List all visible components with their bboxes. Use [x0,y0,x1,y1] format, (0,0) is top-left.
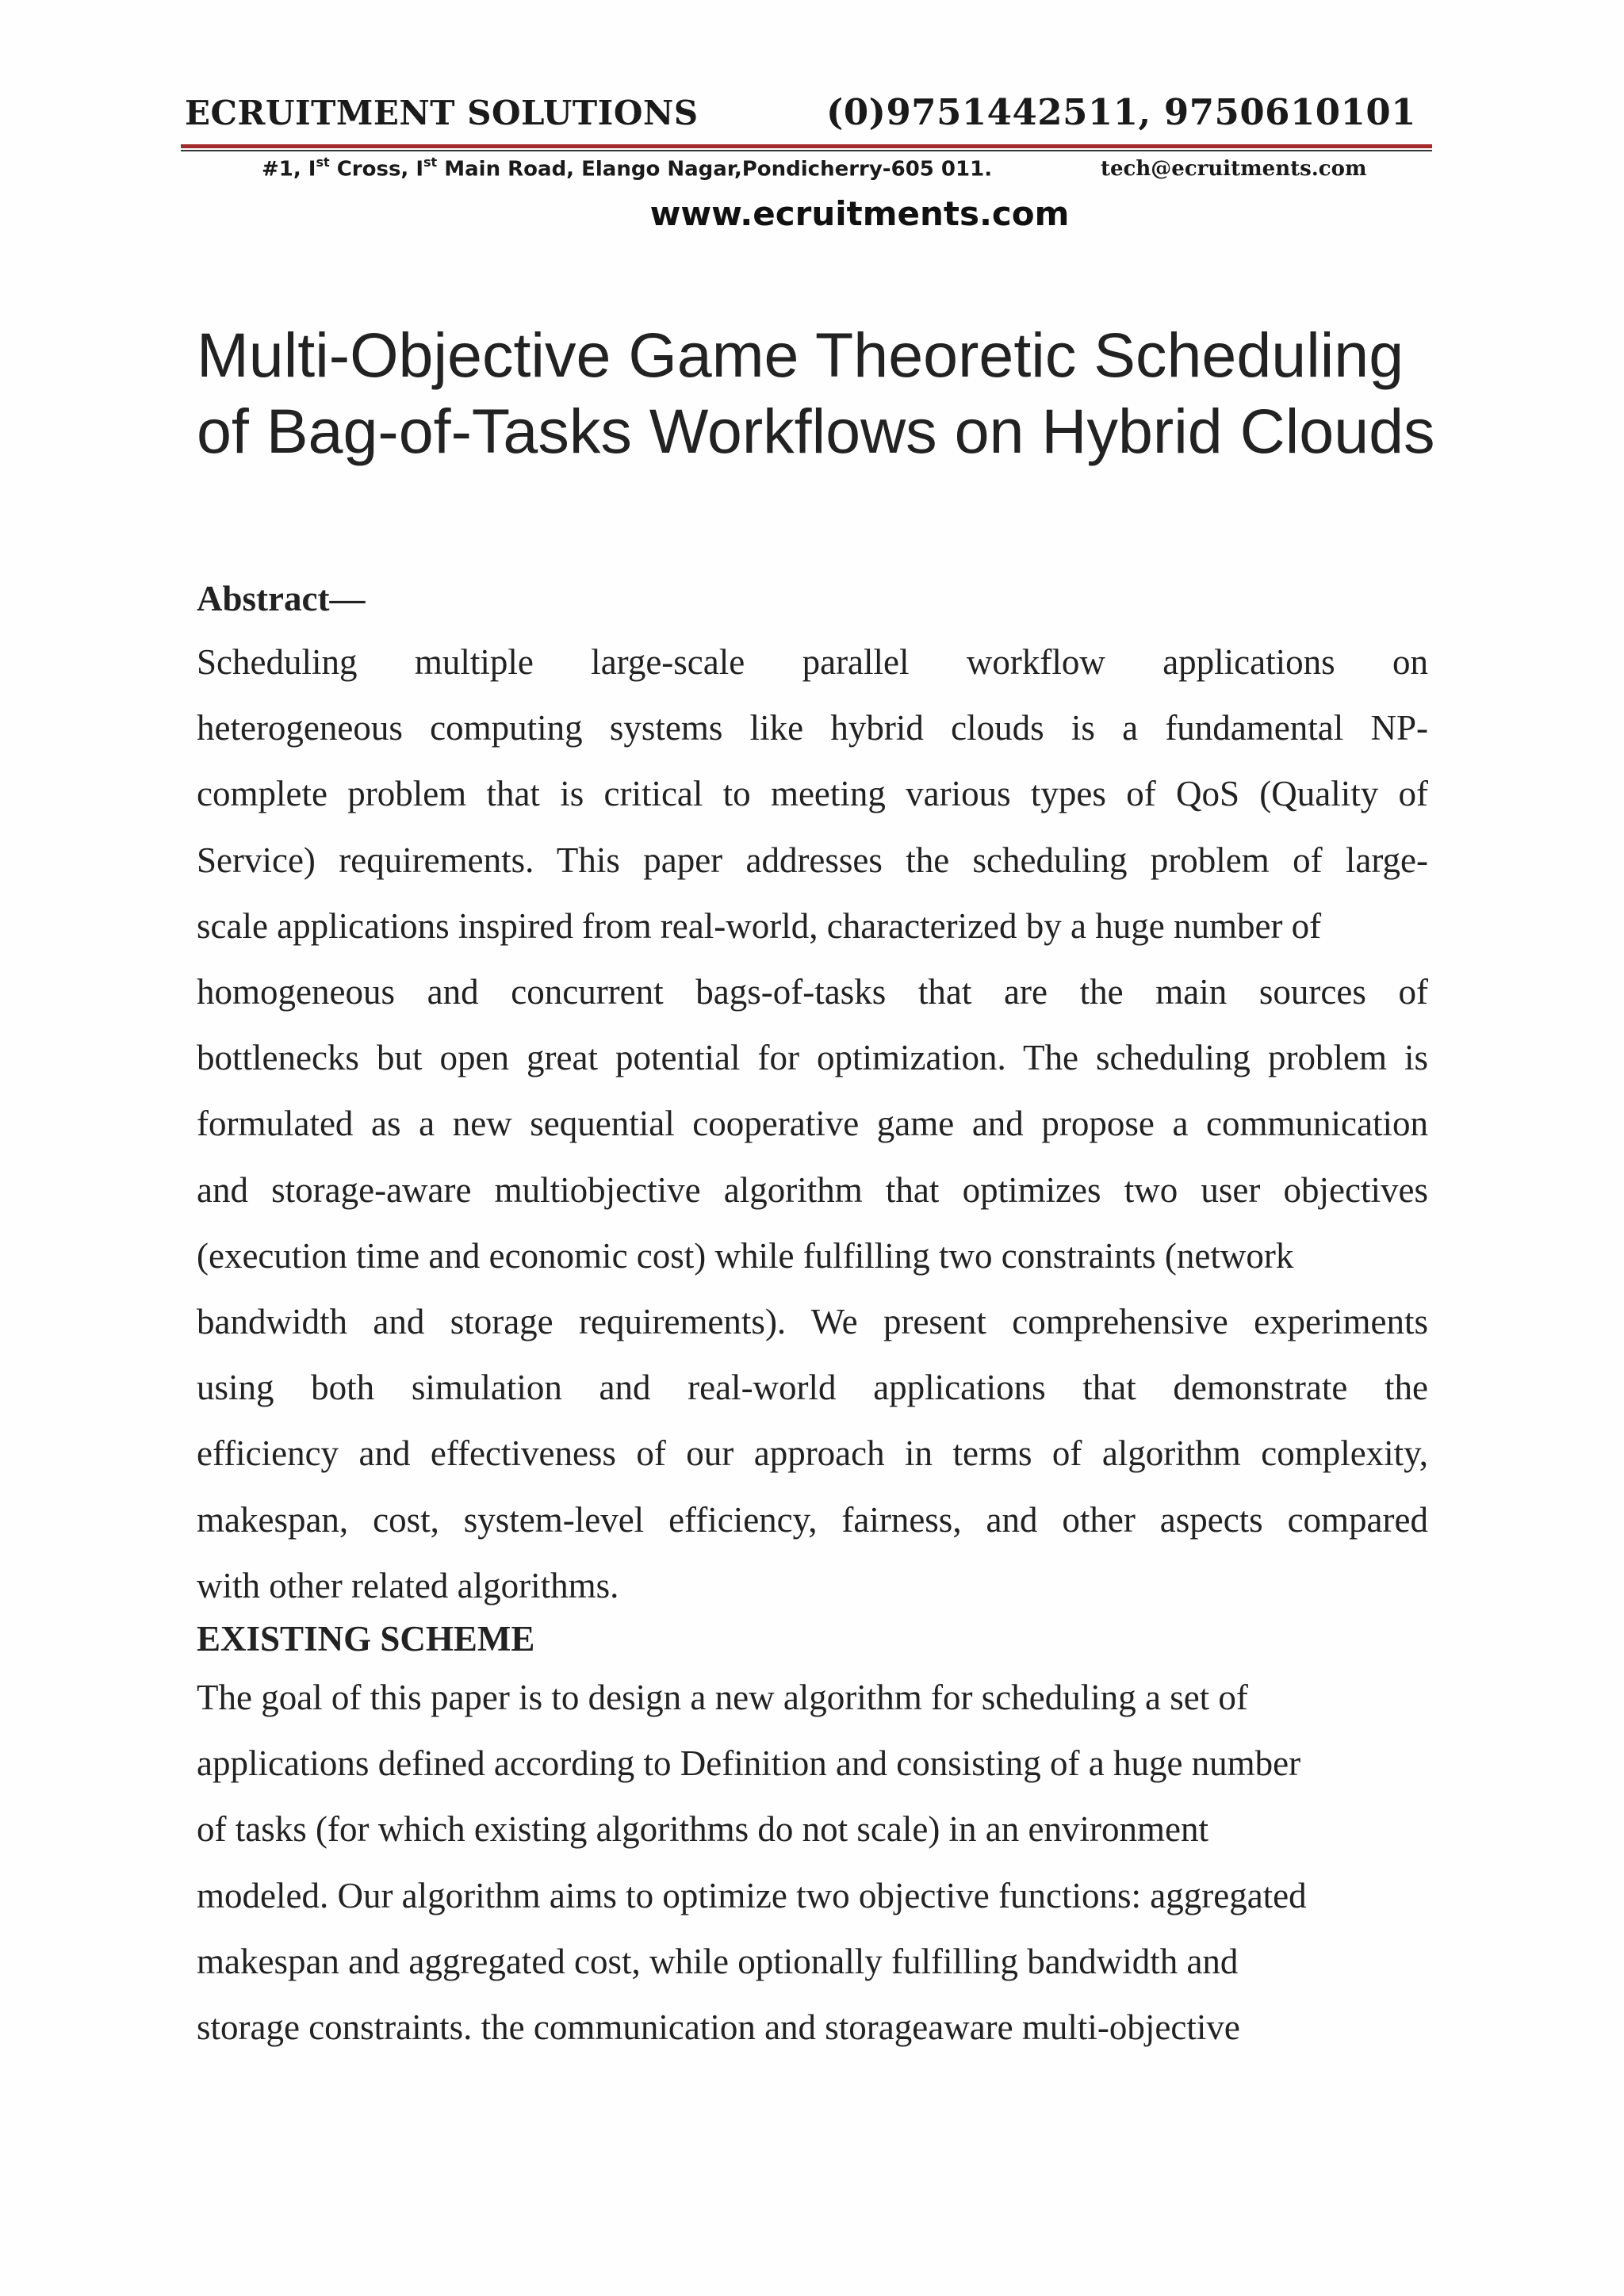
text-line: makespan, cost, system-level efficiency, fairness, and other aspects compared [197,1499,1428,1540]
text-line: complete problem that is critical to meeting various types of QoS (Quality of [197,774,1428,814]
address-superscript: st [423,155,438,170]
address-part: #1, I [262,157,316,182]
text-line: of tasks (for which existing algorithms do not scale) in an environment [197,1809,1208,1850]
text-line: applications defined according to Definition and consisting of a huge number [197,1743,1301,1784]
text-line: with other related algorithms. [197,1565,619,1605]
text-line: (execution time and economic cost) while fulfilling two constraints (network [197,1235,1294,1276]
address-part: Cross, I [329,157,424,182]
letterhead-address [262,156,992,182]
letterhead-website: www.ecruitments.com [649,194,1070,233]
letterhead-phone: (0)9751442511, 9750610101 [826,91,1416,133]
text-line: Scheduling multiple large-scale parallel workflow applications on [197,642,1428,682]
text-line: and storage-aware multiobjective algorithm that optimizes two user objectives [197,1169,1428,1210]
text-line: using both simulation and real-world applications that demonstrate the [197,1368,1428,1408]
letterhead-red-rule [181,144,1432,148]
letterhead-email: tech@ecruitments.com [1101,157,1367,181]
text-line: heterogeneous computing systems like hybrid clouds is a fundamental NP- [197,708,1428,748]
text-line: bandwidth and storage requirements). We present comprehensive experiments [197,1302,1428,1342]
text-line: homogeneous and concurrent bags-of-tasks that are the main sources of [197,972,1428,1012]
text-line: modeled. Our algorithm aims to optimize two objective functions: aggregated [197,1875,1307,1915]
existing-scheme-heading: EXISTING SCHEME [197,1619,535,1659]
text-line: formulated as a new sequential cooperative game and propose a communication [197,1104,1428,1144]
address-superscript: st [316,155,330,170]
text-line: The goal of this paper is to design a new algorithm for scheduling a set of [197,1678,1248,1718]
letterhead-dark-rule [181,150,1432,151]
existing-scheme-paragraph [197,1665,1428,2061]
text-line: scale applications inspired from real-world, characterized by a huge number of [197,905,1322,946]
abstract-paragraph [197,629,1428,1619]
paper-title: Multi-Objective Game Theoretic Scheduling of Bag-of-Tasks Workflows on Hybrid Clouds [197,320,1435,466]
text-line: efficiency and effectiveness of our approach in terms of algorithm complexity, [197,1433,1428,1474]
paper-body [197,571,1428,2061]
abstract-heading: Abstract— [197,579,366,618]
text-line: Service) requirements. This paper addresses the scheduling problem of large- [197,840,1428,880]
letterhead-company: ECRUITMENT SOLUTIONS [185,94,699,132]
text-line: storage constraints. the communication and storageaware multi-objective [197,2007,1240,2048]
text-line: bottlenecks but open great potential for optimization. The scheduling problem is [197,1038,1428,1078]
address-part: Main Road, Elango Nagar,Pondicherry-605 011. [437,157,993,182]
text-line: makespan and aggregated cost, while optionally fulfilling bandwidth and [197,1941,1239,1981]
